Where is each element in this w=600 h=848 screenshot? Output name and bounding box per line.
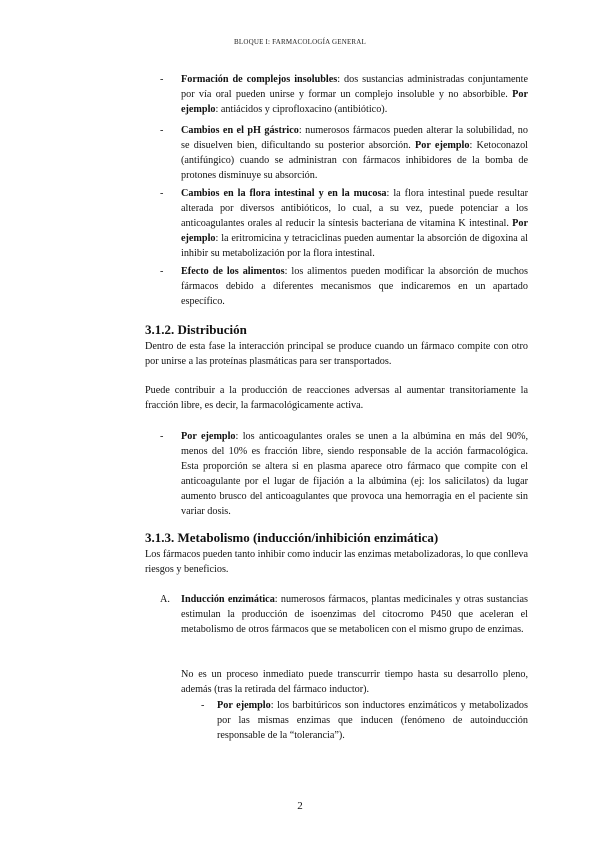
bullet-dash: -: [201, 700, 205, 711]
list-item: Por ejemplo: los anticoagulantes orales se unen a la albúmina en más del 90%, menos del 10% es fracción libre, siendo responsable de la acción farmacológica. Esta proporción se altera si en plasma aparece otro fármaco que compite con el anticoagulante por el lugar de fijación a la albúmina (ej: los salicilatos) da lugar aumento brusco del anticoagulantes que provoca una hemorragia en el paciente sin variar dosis.: [181, 431, 528, 517]
paragraph: Puede contribuir a la producción de reacciones adversas al aumentar transitoriamente la fracción libre, es decir, la farmacológicamente activa.: [145, 385, 528, 411]
bullet-term: Cambios en la flora intestinal y en la mucosa: [181, 188, 387, 199]
paragraph: Los fármacos pueden tanto inhibir como inducir las enzimas metabolizadoras, lo que conlleva riesgos y beneficios.: [145, 549, 528, 575]
list-item: Formación de complejos insolubles: dos sustancias administradas conjuntamente por vía oral pueden unirse y formar un complejo insoluble y no absorbible. Por ejemplo: antiácidos y ciprofloxacino (antibiótico).: [181, 74, 528, 115]
list-item: Cambios en la flora intestinal y en la mucosa: la flora intestinal puede resultar alterada por diversos antibióticos, lo cual, a su vez, puede potenciar a los anticoagulantes orales al reducir la síntesis bacteriana de vitamina K intestinal. Por ejemplo: la eritromicina y tetraciclinas pueden aumentar la absorción de digoxina al inhibir su metabolización por la flora intestinal.: [181, 188, 528, 259]
list-item: Inducción enzimática: numerosos fármacos, plantas medicinales y otras sustancias estimulan la producción de isoenzimas del citocromo P450 que aceleran el metabolismo de otros fármacos que se metabolicen con el mismo grupo de enzimas.: [181, 594, 528, 635]
bullet-term: Por ejemplo: [217, 700, 271, 711]
bullet-dash: -: [160, 188, 164, 199]
bullet-term: Por ejemplo: [181, 431, 236, 442]
section-heading-distribucion: 3.1.2. Distribución: [145, 322, 247, 337]
paragraph: Dentro de esta fase la interacción principal se produce cuando un fármaco compite con otro por unirse a las proteínas plasmáticas para ser transportados.: [145, 341, 528, 367]
page-number: 2: [297, 800, 303, 812]
item-term: Inducción enzimática: [181, 594, 275, 605]
bullet-dash: -: [160, 266, 164, 277]
bullet-dash: -: [160, 74, 164, 85]
running-header: BLOQUE I: FARMACOLOGÍA GENERAL: [233, 38, 367, 46]
list-marker: A.: [160, 594, 170, 605]
bullet-term: Efecto de los alimentos: [181, 266, 285, 277]
bullet-dash: -: [160, 125, 164, 136]
bullet-term: Cambios en el pH gástrico: [181, 125, 299, 136]
list-item: Cambios en el pH gástrico: numerosos fármacos pueden alterar la solubilidad, no se disuelven bien, dificultando su posterior absorción. Por ejemplo: Ketoconazol (antifúngico) cuando se administran con fármacos inhibidores de la bomba de protones disminuye su absorción.: [181, 125, 528, 181]
bullet-term: Formación de complejos insolubles: [181, 74, 338, 85]
paragraph: No es un proceso inmediato puede transcurrir tiempo hasta su desarrollo pleno, además (tras la retirada del fármaco inductor).: [181, 669, 528, 695]
bullet-dash: -: [160, 431, 164, 442]
list-item: Por ejemplo: los barbitúricos son inductores enzimáticos y metabolizados por las mismas enzimas que inducen (fenómeno de autoinducción responsable de la “tolerancia”).: [217, 700, 528, 741]
section-heading-metabolismo: 3.1.3. Metabolismo (inducción/inhibición enzimática): [145, 530, 439, 545]
list-item: Efecto de los alimentos: los alimentos pueden modificar la absorción de muchos fármacos debido a diferentes mecanismos que indicaremos en un apartado específico.: [181, 266, 528, 307]
